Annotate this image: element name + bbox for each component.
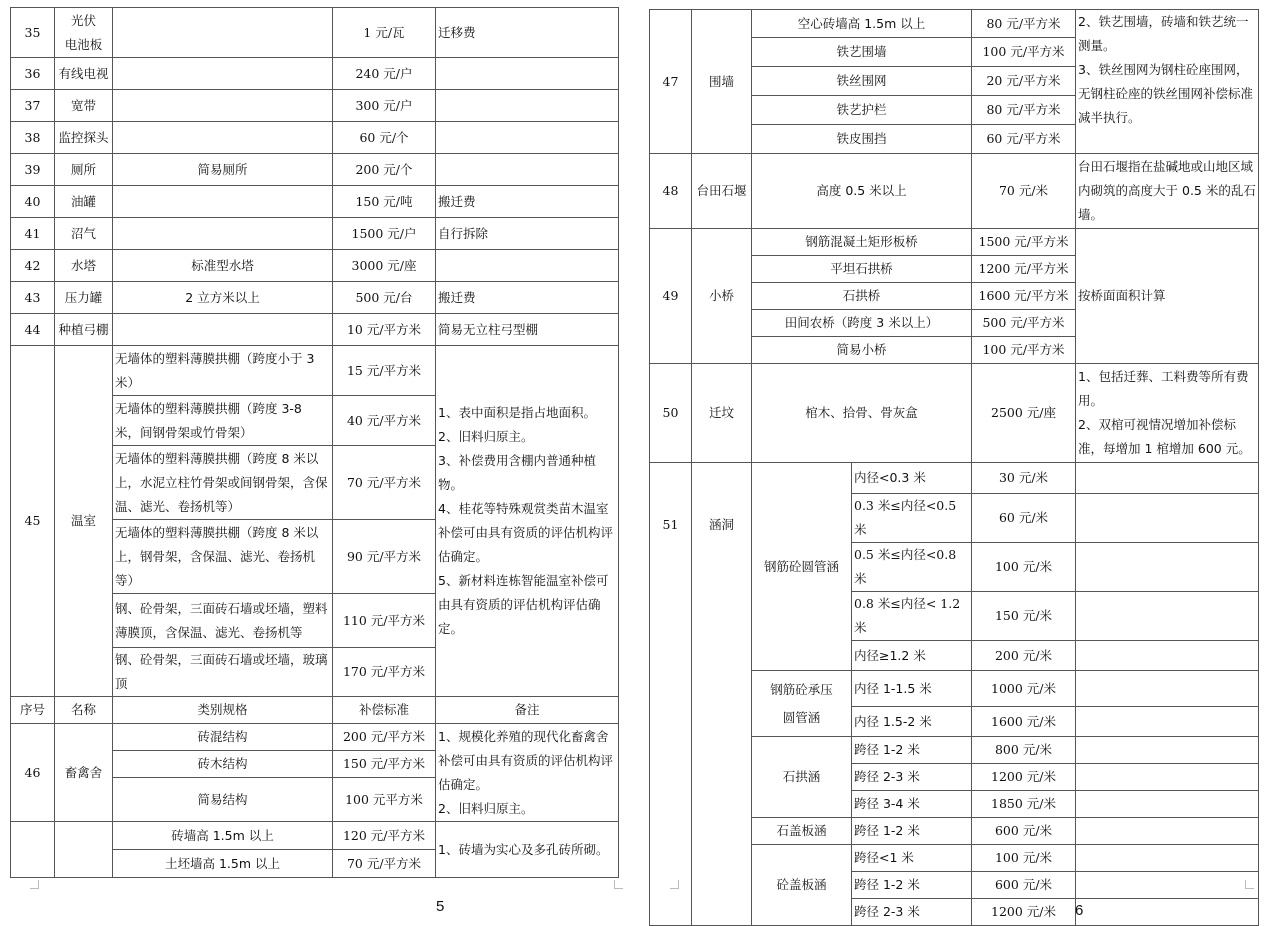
item-rate: 30 元/米 [972,463,1076,494]
row-number: 40 [11,186,55,218]
item-spec: 石拱桥 [752,283,972,310]
item-name: 小桥 [692,229,752,364]
item-rate: 240 元/户 [333,58,436,90]
culvert-size: 跨径 1-2 米 [852,872,972,899]
wall-note: 1、砖墙为实心及多孔砖所砌。 [436,822,619,878]
item-spec: 砖混结构 [113,724,333,751]
note-line: 1、表中面积是指占地面积。 [438,405,596,420]
item-spec: 简易结构 [113,778,333,822]
culvert-size: 内径 1.5-2 米 [852,707,972,737]
item-spec: 砖木结构 [113,751,333,778]
item-note [1076,463,1259,494]
table-row [11,218,619,250]
item-name: 台田石堰 [692,154,752,229]
item-note: 搬迁费 [436,186,619,218]
item-name: 监控探头 [55,122,113,154]
row-number: 48 [650,154,692,229]
item-name: 有线电视 [55,58,113,90]
item-rate: 60 元/米 [972,494,1076,543]
item-rate: 110 元/平方米 [333,594,436,648]
item-rate: 200 元/平方米 [333,724,436,751]
item-spec: 2 立方米以上 [113,282,333,314]
table-row [11,282,619,314]
item-note [436,90,619,122]
item-note [1076,641,1259,671]
item-spec: 铁丝围网 [752,67,972,96]
item-spec: 铁艺围墙 [752,38,972,67]
item-spec: 砖墙高 1.5m 以上 [113,822,333,850]
item-spec: 无墙体的塑料薄膜拱棚（跨度小于 3 米） [113,346,333,396]
item-rate: 100 元/平方米 [972,38,1076,67]
item-rate: 100 元/平方米 [972,337,1076,364]
note-line: 2、旧料归原主。 [438,429,534,444]
item-rate: 20 元/平方米 [972,67,1076,96]
item-spec: 田间农桥（跨度 3 米以上） [752,310,972,337]
row-number: 41 [11,218,55,250]
culvert-size: 内径<0.3 米 [852,463,972,494]
row-number: 49 [650,229,692,364]
table-row [11,90,619,122]
item-rate: 100 元/米 [972,543,1076,592]
item-spec [113,8,333,58]
table-row [650,10,1259,38]
item-name [55,822,113,878]
item-name: 涵洞 [692,463,752,926]
item-note [1076,737,1259,764]
item-note: 搬迁费 [436,282,619,314]
note-line: 5、新材料连栋智能温室补偿可由具有资质的评估机构评估确定。 [438,573,609,636]
grave-notes [1076,364,1259,463]
item-spec: 无墙体的塑料薄膜拱棚（跨度 8 米以上，水泥立柱竹骨架或间钢骨架，含保温、滤光、卷扬机等） [113,446,333,520]
item-note: 台田石堰指在盐碱地或山地区域内砌筑的高度大于 0.5 米的乱石墙。 [1076,154,1259,229]
crop-mark [1245,880,1254,889]
note-line: 4、桂花等特殊观赏类苗木温室补偿可由具有资质的评估机构评估确定。 [438,501,614,564]
note-line: 3、补偿费用含棚内普通种植物。 [438,453,596,492]
greenhouse-notes [436,346,619,697]
wall-notes [1076,10,1259,154]
item-name: 宽带 [55,90,113,122]
item-rate: 600 元/米 [972,872,1076,899]
page-number: 5 [436,898,445,915]
item-spec: 高度 0.5 米以上 [752,154,972,229]
row-number: 51 [650,463,692,926]
header-rate: 补偿标准 [333,697,436,724]
item-name: 水塔 [55,250,113,282]
item-rate: 170 元/平方米 [333,648,436,697]
item-note [1076,543,1259,592]
item-rate: 60 元/平方米 [972,125,1076,154]
item-rate: 150 元/平方米 [333,751,436,778]
culvert-size: 跨径 2-3 米 [852,764,972,791]
item-rate: 80 元/平方米 [972,10,1076,38]
row-number: 46 [11,724,55,822]
culvert-type: 钢筋砼圆管涵 [752,463,852,671]
item-rate: 80 元/平方米 [972,96,1076,125]
item-rate: 500 元/平方米 [972,310,1076,337]
item-rate: 3000 元/座 [333,250,436,282]
header-name: 名称 [55,697,113,724]
table-row [11,346,619,396]
row-number: 44 [11,314,55,346]
item-rate: 1200 元/米 [972,764,1076,791]
item-rate: 800 元/米 [972,737,1076,764]
livestock-notes [436,724,619,822]
header-note: 备注 [436,697,619,724]
header-spec: 类别规格 [113,697,333,724]
table-row [11,822,619,850]
item-note: 迁移费 [436,8,619,58]
item-spec: 钢、砼骨架，三面砖石墙或坯墙，玻璃顶 [113,648,333,697]
item-rate: 1850 元/米 [972,791,1076,818]
table-row [650,463,1259,494]
item-note [436,154,619,186]
culvert-size: 0.3 米≤内径<0.5 米 [852,494,972,543]
item-note [1076,592,1259,641]
item-rate: 70 元/平方米 [333,850,436,878]
item-rate: 1500 元/平方米 [972,229,1076,256]
item-spec: 简易厕所 [113,154,333,186]
item-name: 温室 [55,346,113,697]
table-row [11,724,619,751]
item-note [1076,494,1259,543]
culvert-size: 跨径<1 米 [852,845,972,872]
item-rate: 40 元/平方米 [333,396,436,446]
row-number: 38 [11,122,55,154]
item-rate: 90 元/平方米 [333,520,436,594]
item-rate: 1200 元/平方米 [972,256,1076,283]
item-rate: 500 元/台 [333,282,436,314]
culvert-size: 跨径 3-4 米 [852,791,972,818]
page-number: 6 [1075,902,1084,919]
item-spec [113,90,333,122]
item-spec: 棺木、拾骨、骨灰盒 [752,364,972,463]
column-header-row [11,697,619,724]
item-rate: 60 元/个 [333,122,436,154]
item-spec [113,58,333,90]
item-rate: 150 元/米 [972,592,1076,641]
culvert-size: 0.5 米≤内径<0.8 米 [852,543,972,592]
item-note [436,58,619,90]
culvert-type: 钢筋砼承压 圆管涵 [752,671,852,737]
compensation-table-left [10,7,619,878]
crop-mark [614,880,623,889]
row-number: 39 [11,154,55,186]
item-rate: 70 元/米 [972,154,1076,229]
item-note [436,122,619,154]
culvert-size: 跨径 1-2 米 [852,737,972,764]
item-rate: 200 元/米 [972,641,1076,671]
item-spec: 铁艺护栏 [752,96,972,125]
item-name: 畜禽舍 [55,724,113,822]
table-row [650,364,1259,463]
item-spec: 铁皮围挡 [752,125,972,154]
item-rate: 10 元/平方米 [333,314,436,346]
table-row [11,58,619,90]
row-number: 36 [11,58,55,90]
row-number: 35 [11,8,55,58]
item-spec [113,186,333,218]
table-row [11,250,619,282]
item-rate: 100 元/米 [972,845,1076,872]
item-note [1076,671,1259,707]
item-rate: 200 元/个 [333,154,436,186]
row-number [11,822,55,878]
table-row [11,186,619,218]
item-rate: 1500 元/户 [333,218,436,250]
row-number: 50 [650,364,692,463]
crop-mark [30,880,39,889]
item-note [1076,872,1259,899]
item-name: 厕所 [55,154,113,186]
note-line: 3、铁丝围网为钢柱砼座围网，无钢柱砼座的铁丝围网补偿标准减半执行。 [1078,62,1254,125]
note-line: 2、双棺可视情况增加补偿标准，每增加 1 棺增加 600 元。 [1078,417,1251,456]
item-rate: 1200 元/米 [972,899,1076,926]
item-rate: 1600 元/米 [972,707,1076,737]
item-note [1076,764,1259,791]
item-spec: 空心砖墙高 1.5m 以上 [752,10,972,38]
item-spec: 无墙体的塑料薄膜拱棚（跨度 8 米以上，钢骨架，含保温、滤光、卷扬机等） [113,520,333,594]
culvert-size: 内径 1-1.5 米 [852,671,972,707]
item-name: 沼气 [55,218,113,250]
item-note [1076,899,1259,926]
item-rate: 1000 元/米 [972,671,1076,707]
item-spec: 土坯墙高 1.5m 以上 [113,850,333,878]
item-rate: 300 元/户 [333,90,436,122]
item-spec: 平坦石拱桥 [752,256,972,283]
item-note [1076,791,1259,818]
item-name: 迁坟 [692,364,752,463]
compensation-table-right [649,9,1259,926]
row-number: 37 [11,90,55,122]
item-name: 种植弓棚 [55,314,113,346]
item-spec: 钢筋混凝土矩形板桥 [752,229,972,256]
note-line: 1、规模化养殖的现代化畜禽舍补偿可由具有资质的评估机构评估确定。 [438,728,614,792]
item-rate: 2500 元/座 [972,364,1076,463]
item-rate: 120 元/平方米 [333,822,436,850]
item-name: 光伏 电池板 [55,8,113,58]
page-6 [640,0,1280,925]
header-no: 序号 [11,697,55,724]
table-row [11,154,619,186]
item-note: 简易无立柱弓型棚 [436,314,619,346]
culvert-size: 跨径 1-2 米 [852,818,972,845]
note-line: 2、铁艺围墙，砖墙和铁艺统一测量。 [1078,14,1249,53]
note-line: 1、包括迁葬、工料费等所有费用。 [1078,369,1249,408]
row-number: 42 [11,250,55,282]
item-name: 围墙 [692,10,752,154]
item-rate: 150 元/吨 [333,186,436,218]
row-number: 47 [650,10,692,154]
item-note: 自行拆除 [436,218,619,250]
culvert-type: 石拱涵 [752,737,852,818]
table-row [11,8,619,58]
culvert-size: 跨径 2-3 米 [852,899,972,926]
culvert-size: 内径≥1.2 米 [852,641,972,671]
item-spec: 标准型水塔 [113,250,333,282]
note-line: 2、旧料归原主。 [438,800,534,816]
item-rate: 1600 元/平方米 [972,283,1076,310]
culvert-size: 0.8 米≤内径< 1.2 米 [852,592,972,641]
item-spec: 无墙体的塑料薄膜拱棚（跨度 3-8 米，间钢骨架或竹骨架） [113,396,333,446]
table-row [11,122,619,154]
table-row [650,154,1259,229]
bridge-note: 按桥面面积计算 [1076,229,1259,364]
item-rate: 600 元/米 [972,818,1076,845]
item-spec: 简易小桥 [752,337,972,364]
item-spec [113,218,333,250]
item-note [1076,707,1259,737]
table-row [11,314,619,346]
item-spec: 钢、砼骨架，三面砖石墙或坯墙，塑料薄膜顶，含保温、滤光、卷扬机等 [113,594,333,648]
item-rate: 70 元/平方米 [333,446,436,520]
item-rate: 15 元/平方米 [333,346,436,396]
item-rate: 1 元/瓦 [333,8,436,58]
item-spec [113,314,333,346]
culvert-type: 砼盖板涵 [752,845,852,926]
item-note [1076,845,1259,872]
crop-mark [670,880,679,889]
page-5 [0,0,640,925]
culvert-type: 石盖板涵 [752,818,852,845]
row-number: 45 [11,346,55,697]
item-name: 压力罐 [55,282,113,314]
table-row [650,229,1259,256]
item-name: 油罐 [55,186,113,218]
row-number: 43 [11,282,55,314]
item-note [1076,818,1259,845]
item-rate: 100 元平方米 [333,778,436,822]
item-spec [113,122,333,154]
item-note [436,250,619,282]
